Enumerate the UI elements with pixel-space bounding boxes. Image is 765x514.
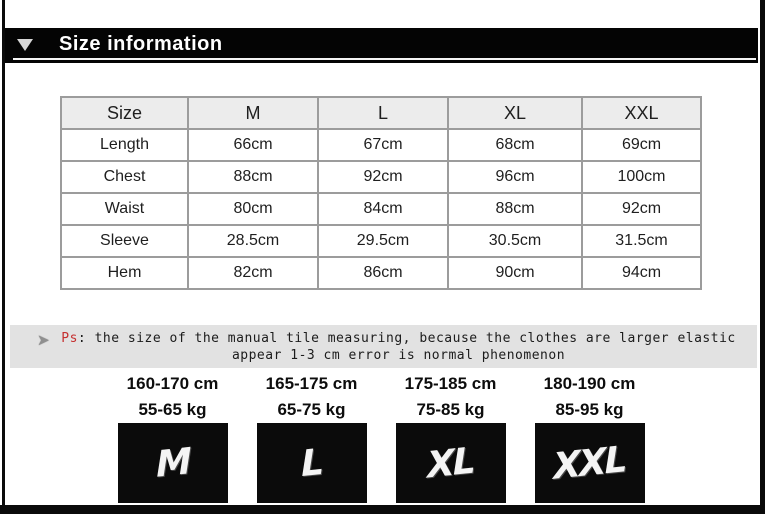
column-header-m: M bbox=[188, 97, 318, 129]
table-row bbox=[61, 129, 701, 161]
size-guide-column bbox=[103, 375, 242, 503]
measurement-value: 28.5cm bbox=[188, 225, 318, 257]
height-range: 175-185 cm bbox=[404, 374, 497, 393]
note-line1: : the size of the manual tile measuring, because the clothes are larger elastic bbox=[77, 331, 736, 346]
weight-range: 85-95 kg bbox=[555, 400, 624, 419]
size-guide-column bbox=[381, 375, 520, 503]
size-letter: XL bbox=[426, 440, 475, 486]
measurement-value: 66cm bbox=[188, 129, 318, 161]
measurement-value: 100cm bbox=[582, 161, 701, 193]
column-header-xl: XL bbox=[448, 97, 582, 129]
height-range: 160-170 cm bbox=[126, 374, 219, 393]
section-header bbox=[5, 28, 758, 63]
size-guide-column bbox=[520, 375, 659, 503]
down-triangle-icon bbox=[17, 39, 33, 51]
column-header-xxl: XXL bbox=[582, 97, 701, 129]
measurement-value: 90cm bbox=[448, 257, 582, 289]
weight-range: 65-75 kg bbox=[277, 400, 346, 419]
measurement-value: 94cm bbox=[582, 257, 701, 289]
size-letter: L bbox=[300, 441, 323, 485]
size-table bbox=[60, 96, 702, 290]
note-line2: appear 1-3 cm error is normal phenomenon bbox=[231, 348, 566, 363]
measurement-value: 69cm bbox=[582, 129, 701, 161]
frame-bottom-border bbox=[0, 505, 765, 514]
size-table-header-row bbox=[61, 97, 701, 129]
page-title: Size information bbox=[59, 33, 223, 55]
size-guide-column bbox=[242, 375, 381, 503]
frame-right-border bbox=[760, 0, 765, 514]
header-underline bbox=[13, 58, 756, 60]
measurement-note bbox=[10, 325, 757, 368]
height-range: 165-175 cm bbox=[265, 374, 358, 393]
note-ps-label: Ps bbox=[61, 331, 78, 346]
weight-range: 75-85 kg bbox=[416, 400, 485, 419]
measurement-value: 80cm bbox=[188, 193, 318, 225]
size-swatch bbox=[396, 423, 506, 503]
measurement-value: 86cm bbox=[318, 257, 448, 289]
measurement-value: 92cm bbox=[582, 193, 701, 225]
note-text bbox=[50, 330, 747, 364]
size-swatch bbox=[118, 423, 228, 503]
table-row bbox=[61, 225, 701, 257]
measurement-label: Hem bbox=[61, 257, 188, 289]
measurement-value: 88cm bbox=[448, 193, 582, 225]
size-swatch bbox=[257, 423, 367, 503]
measurement-value: 92cm bbox=[318, 161, 448, 193]
arrow-icon: ➤ bbox=[37, 331, 50, 349]
table-row bbox=[61, 193, 701, 225]
table-row bbox=[61, 161, 701, 193]
table-row bbox=[61, 257, 701, 289]
measurement-value: 68cm bbox=[448, 129, 582, 161]
measurement-label: Waist bbox=[61, 193, 188, 225]
size-swatch bbox=[535, 423, 645, 503]
measurement-value: 67cm bbox=[318, 129, 448, 161]
size-guide bbox=[103, 375, 659, 503]
weight-range: 55-65 kg bbox=[138, 400, 207, 419]
measurement-label: Chest bbox=[61, 161, 188, 193]
measurement-value: 29.5cm bbox=[318, 225, 448, 257]
measurement-value: 96cm bbox=[448, 161, 582, 193]
measurement-value: 84cm bbox=[318, 193, 448, 225]
height-range: 180-190 cm bbox=[543, 374, 636, 393]
measurement-label: Sleeve bbox=[61, 225, 188, 257]
measurement-value: 31.5cm bbox=[582, 225, 701, 257]
size-letter: M bbox=[154, 440, 191, 486]
column-header-size: Size bbox=[61, 97, 188, 129]
measurement-label: Length bbox=[61, 129, 188, 161]
column-header-l: L bbox=[318, 97, 448, 129]
measurement-value: 88cm bbox=[188, 161, 318, 193]
frame-left-border bbox=[2, 0, 5, 514]
size-letter: XXL bbox=[552, 438, 627, 488]
measurement-value: 82cm bbox=[188, 257, 318, 289]
measurement-value: 30.5cm bbox=[448, 225, 582, 257]
